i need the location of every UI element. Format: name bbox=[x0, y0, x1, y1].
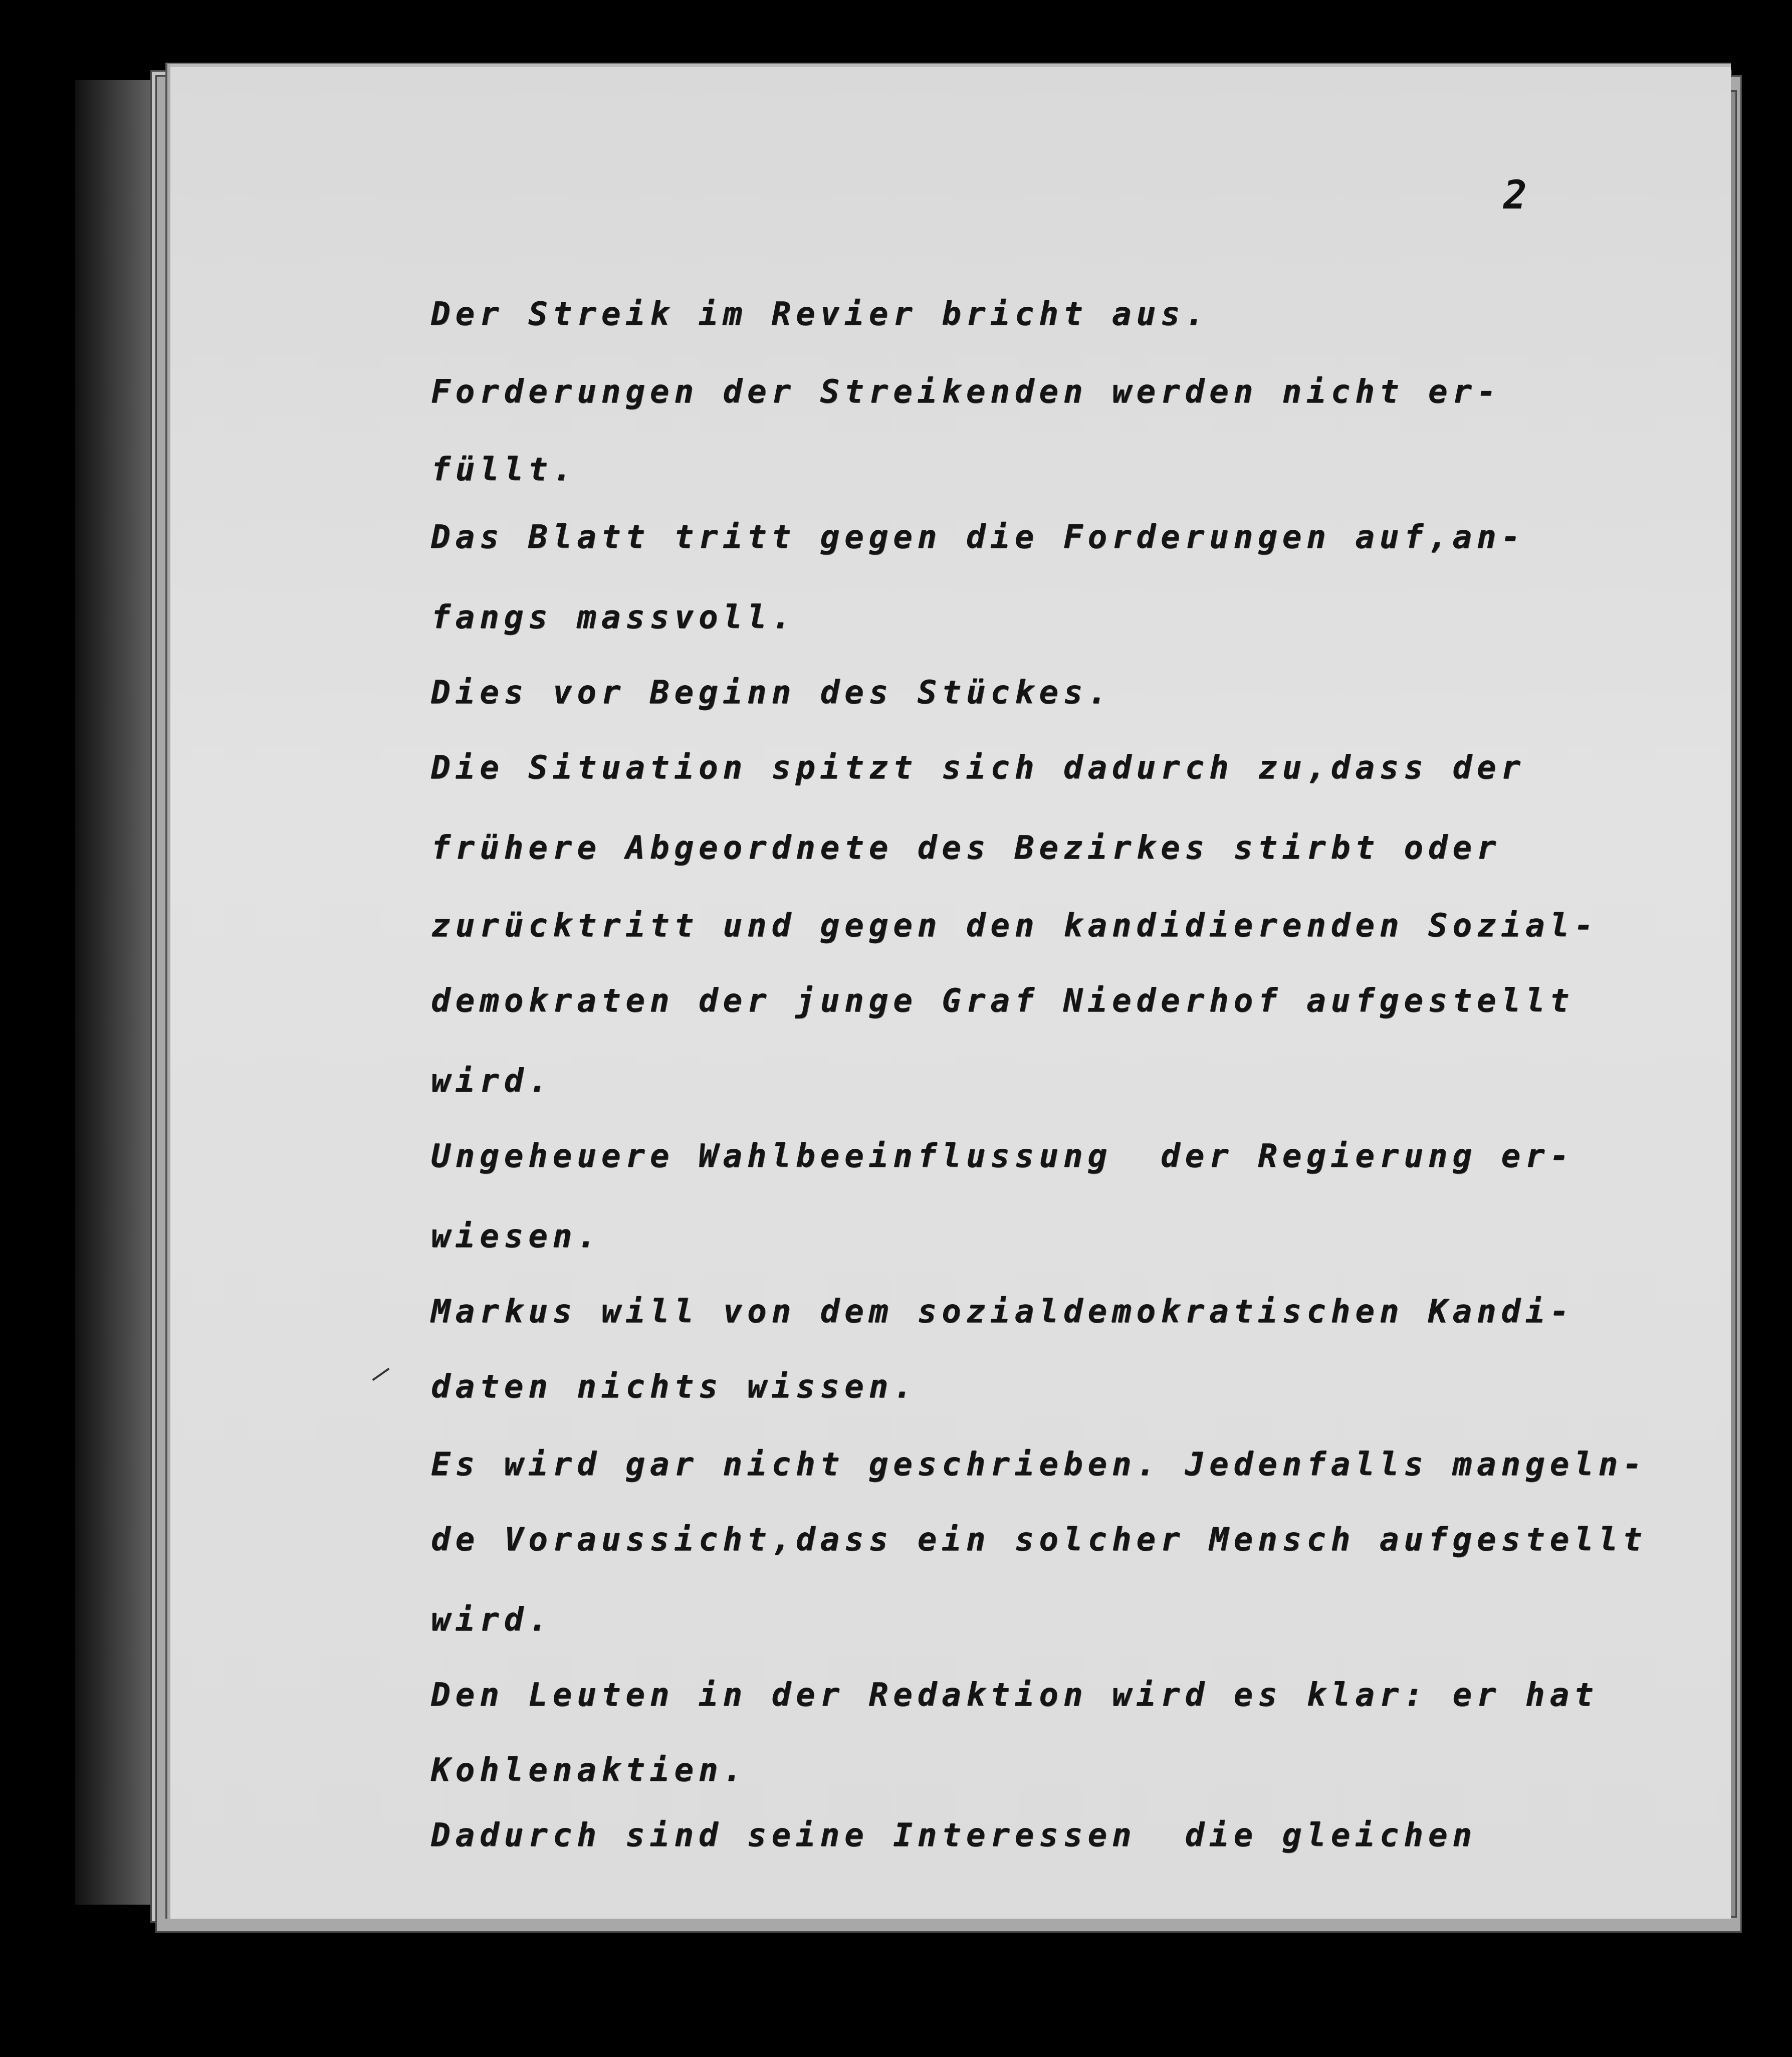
text-line: Es wird gar nicht geschrieben. Jedenfalls mangeln- bbox=[431, 1446, 1647, 1483]
text-line: daten nichts wissen. bbox=[431, 1368, 918, 1405]
text-line: zurücktritt und gegen den kandidierenden Sozial- bbox=[431, 907, 1599, 944]
text-line: Dies vor Beginn des Stückes. bbox=[431, 674, 1112, 711]
text-line: Das Blatt tritt gegen die Forderungen auf,an- bbox=[431, 519, 1525, 556]
text-line: wiesen. bbox=[431, 1218, 601, 1255]
text-line: de Voraussicht,dass ein solcher Mensch aufgestellt bbox=[431, 1521, 1647, 1558]
text-line: Den Leuten in der Redaktion wird es klar: er hat bbox=[431, 1677, 1599, 1714]
text-line: wird. bbox=[431, 1601, 553, 1638]
text-line: Forderungen der Streikenden werden nicht er- bbox=[431, 373, 1501, 410]
page-number: 2 bbox=[1503, 173, 1527, 218]
text-line: Kohlenaktien. bbox=[431, 1752, 747, 1789]
text-line: füllt. bbox=[431, 451, 577, 488]
text-line: demokraten der junge Graf Niederhof aufgestellt bbox=[431, 982, 1574, 1019]
text-line: fangs massvoll. bbox=[431, 599, 796, 636]
page-edge-shadow bbox=[75, 80, 160, 1905]
text-line: Ungeheuere Wahlbeeinflussung der Regierung er- bbox=[431, 1138, 1574, 1175]
text-line: Markus will von dem sozialdemokratischen Kandi- bbox=[431, 1293, 1574, 1330]
text-line: frühere Abgeordnete des Bezirkes stirbt oder bbox=[431, 830, 1501, 867]
text-line: Die Situation spitzt sich dadurch zu,dass der bbox=[431, 749, 1525, 786]
text-line: Der Streik im Revier bricht aus. bbox=[431, 296, 1209, 333]
text-line: wird. bbox=[431, 1063, 553, 1100]
text-line: Dadurch sind seine Interessen die gleichen bbox=[431, 1817, 1477, 1854]
